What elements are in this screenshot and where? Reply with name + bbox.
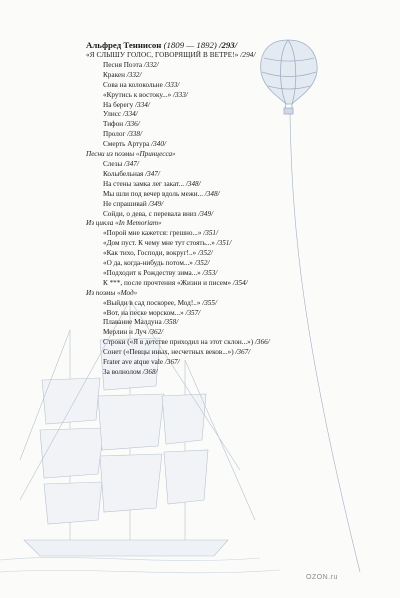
toc-entry <box>86 61 386 71</box>
toc-entry-title: Слезы <box>103 159 123 168</box>
toc-entry <box>86 259 386 269</box>
toc-entry <box>86 328 386 338</box>
toc-section-heading <box>86 219 386 229</box>
toc-entry <box>86 269 386 279</box>
toc-entry-title: Frater ave atque vale <box>103 358 164 367</box>
toc-entry-page: /351/ <box>216 239 232 248</box>
toc-entry-page: /336/ <box>124 120 140 129</box>
toc-entry-title: Песни из поэмы «Принцесса» <box>86 150 176 159</box>
toc-entry-title: Мерлин и Луч <box>103 328 147 337</box>
toc-entry-title: Улисс <box>103 110 122 119</box>
toc-entry-title: «Как тихо, Господи, вокруг!..» <box>103 249 197 258</box>
toc-entry-page: /349/ <box>198 209 214 218</box>
toc-entry-page: /349/ <box>148 199 164 208</box>
toc-entry <box>86 249 386 259</box>
toc-entry <box>86 299 386 309</box>
toc-entry <box>86 180 386 190</box>
toc-entry-page: /332/ <box>143 60 159 69</box>
toc-entry-title: Из поэмы «Мод» <box>86 288 138 297</box>
toc-entry-title: Кракен <box>103 70 125 79</box>
toc-entry-page: /367/ <box>235 348 251 357</box>
toc-entry <box>86 160 386 170</box>
toc-entry-title: Колыбельная <box>103 169 144 178</box>
toc-entry-title: Смерть Артура <box>103 140 150 149</box>
toc-entry-page: /351/ <box>203 229 219 238</box>
toc-entry-page: /366/ <box>254 338 270 347</box>
toc-entry-page: /367/ <box>164 358 180 367</box>
toc-entry-title: «Крутись к востоку...» <box>103 90 172 99</box>
toc-entry-title: На берегу <box>103 100 134 109</box>
toc-entry-page: /354/ <box>232 278 248 287</box>
toc-entry-page: /368/ <box>142 368 158 376</box>
toc-entry-title: Пролог <box>103 130 126 139</box>
toc-entry-page: /334/ <box>122 110 138 119</box>
toc-entry <box>86 239 386 249</box>
toc-entry <box>86 110 386 120</box>
toc-entry-title: Тифон <box>103 120 124 129</box>
toc-entry-page: /355/ <box>202 298 217 307</box>
toc-entry-title: Строки («Я в детстве приходил на этот склон...») <box>103 338 254 347</box>
toc-entry-page: /340/ <box>151 140 166 149</box>
toc-entry <box>86 309 386 319</box>
toc-entry <box>86 229 386 239</box>
toc-entry-list <box>86 51 386 378</box>
toc-entry-page: /333/ <box>173 90 188 99</box>
author-heading <box>86 40 386 51</box>
toc-entry-page: /334/ <box>135 100 150 109</box>
toc-entry <box>86 81 386 91</box>
toc-entry <box>86 279 386 289</box>
toc-entry-title: Песня Поэта <box>103 60 143 69</box>
toc-entry <box>86 200 386 210</box>
toc-entry-page: /347/ <box>124 159 139 168</box>
toc-entry-title: «О да, когда-нибудь потом...» <box>103 259 193 268</box>
toc-entry-title: Сова на колокольне <box>103 80 163 89</box>
toc-entry-title: Мы шли под вечер вдоль межи... <box>103 189 203 198</box>
toc-entry <box>86 140 386 150</box>
toc-entry-page: /348/ <box>204 189 220 198</box>
toc-entry-page: /348/ <box>185 179 201 188</box>
toc-entry-title: «Вот, на песке морском...» <box>103 308 184 317</box>
toc-entry <box>86 358 386 368</box>
toc-entry <box>86 190 386 200</box>
toc-entry-page: /333/ <box>164 80 180 89</box>
table-of-contents <box>86 40 386 378</box>
toc-section-heading <box>86 289 386 299</box>
toc-entry <box>86 101 386 111</box>
author-years: (1809 — 1892) <box>163 40 217 50</box>
author-page: /293/ <box>219 40 238 50</box>
toc-entry <box>86 338 386 348</box>
toc-entry-title: «Подходит к Рождеству зима...» <box>103 268 201 277</box>
toc-entry <box>86 170 386 180</box>
toc-entry-title: К ***, после прочтения «Жизни и писем» <box>103 278 232 287</box>
toc-entry-title: Сонет («Певцы иных, несчетных веков...») <box>103 348 234 357</box>
toc-entry <box>86 120 386 130</box>
toc-entry-page: /347/ <box>145 169 160 178</box>
toc-entry-title: Сойди, о дева, с перевала вниз <box>103 209 197 218</box>
toc-entry <box>86 210 386 220</box>
toc-entry-title: На стены замка лег закат... <box>103 179 185 188</box>
toc-entry-page: /353/ <box>202 268 218 277</box>
toc-entry-page: /358/ <box>163 318 179 327</box>
toc-entry <box>86 318 386 328</box>
toc-entry-title: «Порой мне кажется: грешно...» <box>103 229 202 238</box>
toc-entry <box>86 368 386 378</box>
author-name: Альфред Теннисон <box>86 40 162 50</box>
toc-entry <box>86 51 386 61</box>
toc-entry-page: /352/ <box>197 249 213 258</box>
toc-entry-page: /352/ <box>194 259 210 268</box>
toc-entry <box>86 91 386 101</box>
toc-entry-page: /357/ <box>185 308 201 317</box>
toc-entry-title: Из цикла «In Memoriam» <box>86 219 162 228</box>
toc-entry-page: /332/ <box>126 70 142 79</box>
toc-entry-page: /294/ <box>240 51 256 59</box>
toc-entry-title: «Дом пуст. К чему мне тут стоять...» <box>103 239 215 248</box>
toc-entry-title: «Выйди в сад поскорее, Мод!..» <box>103 298 201 307</box>
toc-entry-title: «Я СЛЫШУ ГОЛОС, ГОВОРЯЩИЙ В ВЕТРЕ!» <box>86 51 239 59</box>
toc-entry <box>86 348 386 358</box>
toc-entry-title: Не спрашивай <box>103 199 147 208</box>
watermark: OZON.ru <box>306 574 338 581</box>
toc-entry <box>86 130 386 140</box>
toc-entry <box>86 71 386 81</box>
toc-entry-title: Плавание Малдуна <box>103 318 162 327</box>
toc-entry-page: /362/ <box>148 328 164 337</box>
toc-section-heading <box>86 150 386 160</box>
toc-entry-title: За волнолом <box>103 368 141 376</box>
toc-entry-page: /338/ <box>127 130 142 139</box>
